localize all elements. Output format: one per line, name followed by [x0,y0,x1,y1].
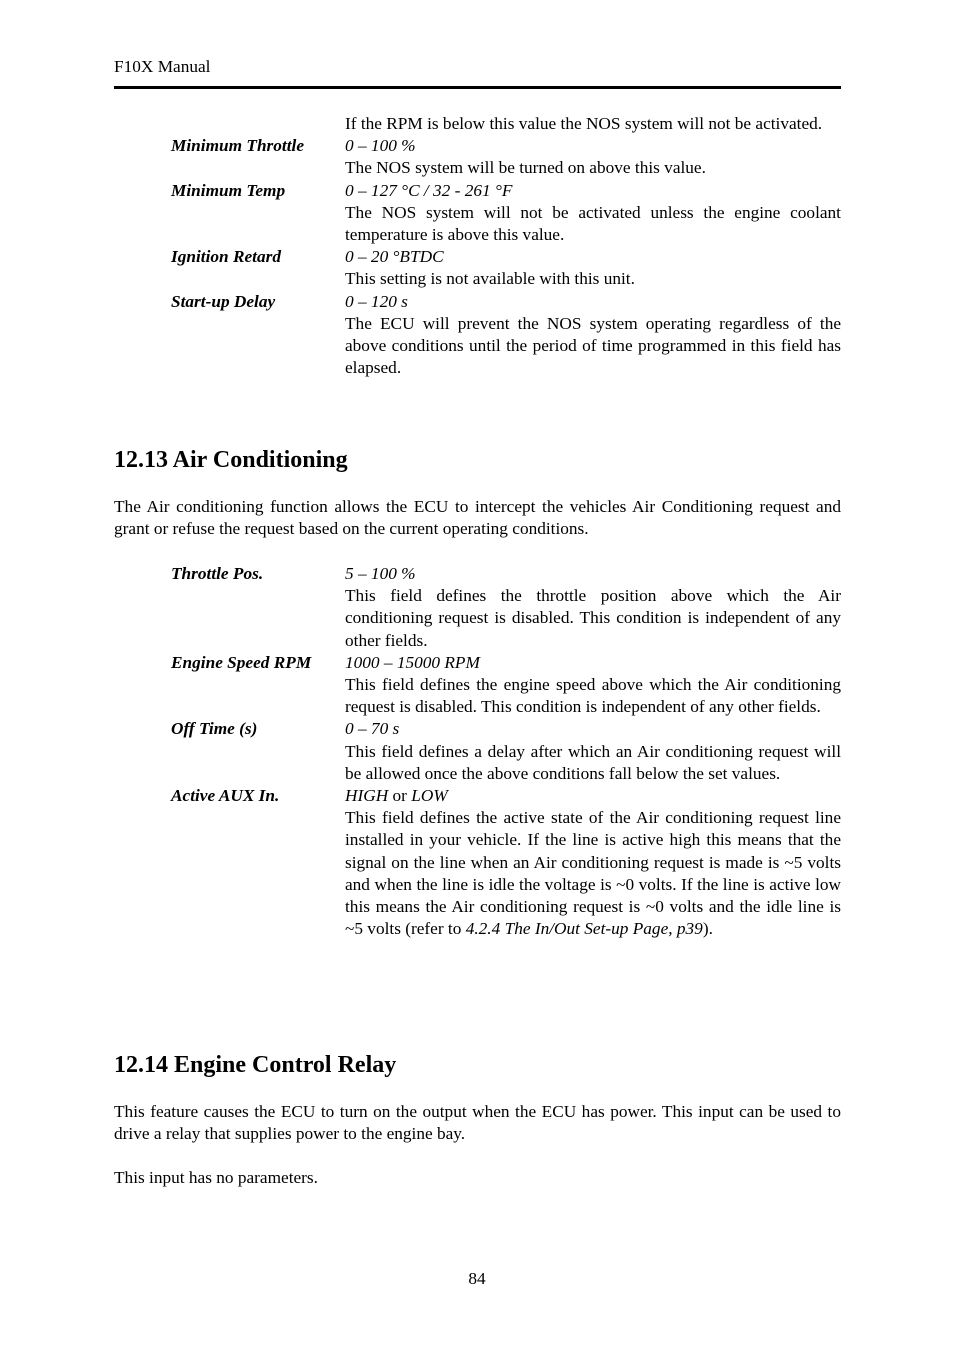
cross-reference-link[interactable]: 4.2.4 The In/Out Set-up Page, p39 [465,919,703,939]
engine-control-relay-description: This feature causes the ECU to turn on the output when the ECU has power. This input can be used to drive a relay that supplies power to the engine bay. [114,1102,841,1144]
nos-param-ignition-retard [171,246,841,290]
param-name: Off Time (s) [171,719,258,739]
param-description: This field defines the throttle position above which the Air conditioning request is disabled. This condition is independent of any other fields. [345,586,841,650]
nos-param-startup-delay [171,291,841,380]
param-range: 0 – 120 s [345,291,408,311]
param-description: The ECU will prevent the NOS system operating regardless of the above conditions until the period of time programmed in this field has elapsed. [345,313,841,378]
param-name: Engine Speed RPM [171,652,312,672]
nos-param-rpm-note [171,113,841,135]
param-name: Active AUX In. [171,786,280,806]
range-low: LOW [411,786,448,806]
nos-parameter-list [171,113,841,379]
param-name: Minimum Temp [171,180,286,200]
param-name: Minimum Throttle [171,136,305,156]
param-name: Ignition Retard [171,247,281,267]
param-name: Start-up Delay [171,291,276,311]
section-heading-air-conditioning: 12.13 Air Conditioning [114,447,348,473]
param-description [345,807,841,940]
param-description: The NOS system will be turned on above this value. [345,158,706,178]
param-description: If the RPM is below this value the NOS system will not be activated. [345,114,823,133]
ac-param-off-time [171,718,841,785]
page-header-title: F10X Manual [114,57,211,76]
param-description: The NOS system will not be activated unless the engine coolant temperature is above this value. [345,202,841,245]
engine-control-relay-note: This input has no parameters. [114,1168,318,1187]
param-description: This setting is not available with this unit. [345,269,635,289]
param-description: This field defines the engine speed above which the Air conditioning request is disabled. This condition is independent of any other fields. [345,675,841,717]
param-range: 0 – 127 °C / 32 - 261 °F [345,180,513,200]
page-number: 84 [468,1269,486,1288]
param-range: 0 – 100 % [345,136,416,156]
param-range: 0 – 70 s [345,719,400,739]
air-conditioning-parameter-list [171,563,841,940]
aux-desc-text: This field defines the active state of the Air conditioning request line installed in your vehicle. If the line is active high this means that the signal on the line when an Air conditioning request is made is ~5 volts and when the line is idle the voltage is ~0 volts. If the line is active low this means the Air conditioning request is ~0 volts and the idle line is ~5 volts [345,808,841,939]
param-range [345,785,841,807]
ac-param-active-aux-in [171,785,841,940]
range-or: or [388,786,412,806]
param-range: 5 – 100 % [345,564,416,583]
param-range: 0 – 20 °BTDC [345,247,444,267]
ac-param-throttle-pos [171,563,841,652]
param-name: Throttle Pos. [171,564,264,583]
ref-close: ). [702,919,713,939]
param-name [171,113,345,135]
range-high: HIGH [345,786,389,806]
ref-open: (refer to [405,919,466,939]
ac-param-engine-speed-rpm [171,652,841,719]
air-conditioning-intro: The Air conditioning function allows the ECU to intercept the vehicles Air Conditioning request and grant or refuse the request based on the current operating conditions. [114,497,841,539]
param-description: This field defines a delay after which an Air conditioning request will be allowed once the above conditions fall below the set values. [345,741,841,783]
nos-param-minimum-temp [171,180,841,247]
section-heading-engine-control-relay: 12.14 Engine Control Relay [114,1052,397,1078]
nos-param-minimum-throttle [171,135,841,179]
param-range: 1000 – 15000 RPM [345,652,480,672]
header-rule [114,86,841,89]
